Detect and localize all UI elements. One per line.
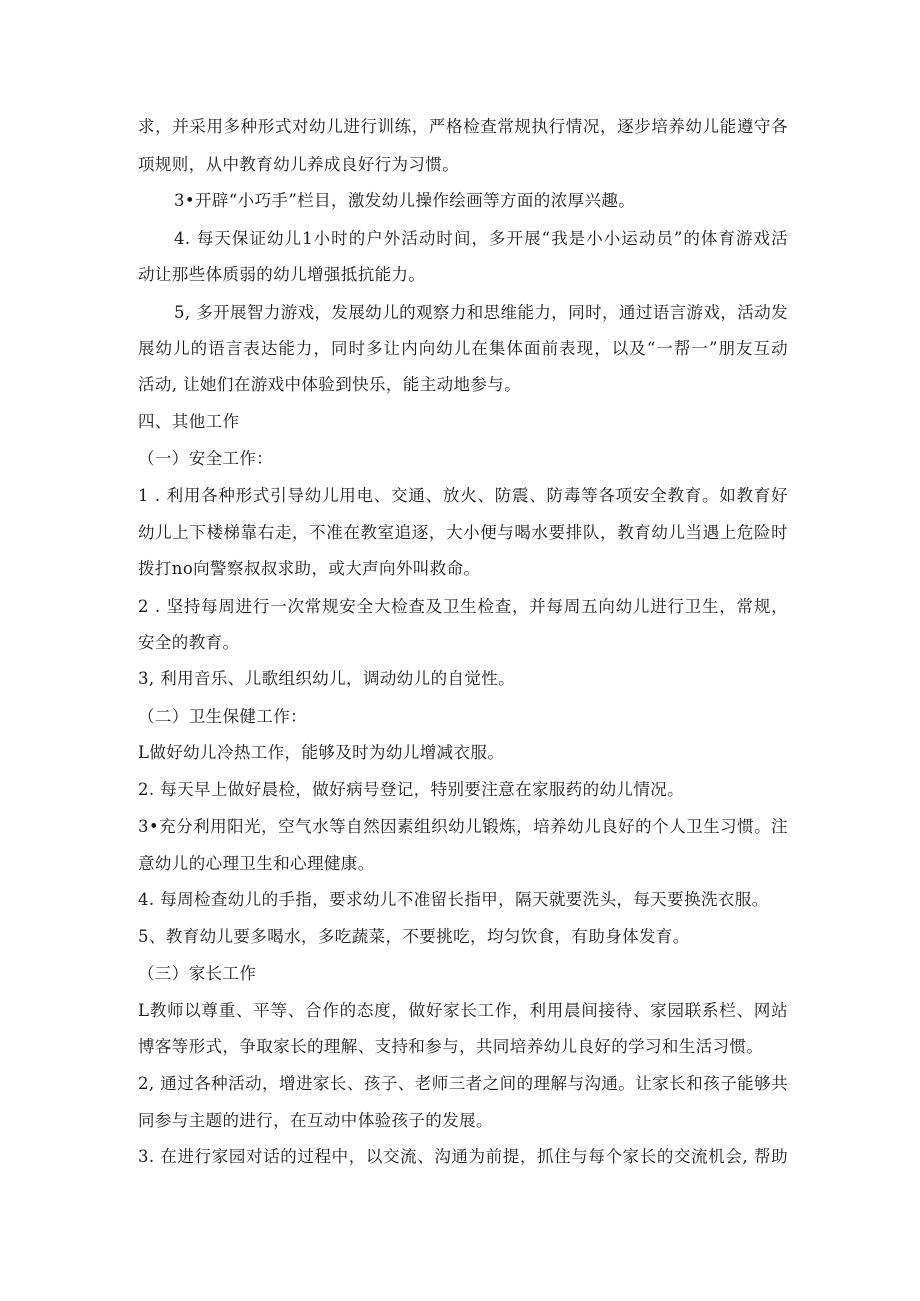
subsection-heading: （一）安全工作：	[138, 449, 274, 468]
section-heading: 四、其他工作	[138, 412, 240, 431]
text-line: L教师以尊重、平等、合作的态度，做好家长工作，利用晨间接待、家园联系栏、网站	[138, 1001, 788, 1020]
text-line: 意幼儿的心理卫生和心理健康。	[138, 854, 375, 873]
text-line: 2, 通过各种活动，增进家长、孩子、老师三者之间的理解与沟通。让家长和孩子能够共	[138, 1074, 788, 1093]
text-line: 安全的教育。	[138, 633, 240, 652]
text-line: 3•开辟“小巧手”栏目，激发幼儿操作绘画等方面的浓厚兴趣。	[174, 191, 636, 210]
text-line: 求，并采用多种形式对幼儿进行训练，严格检查常规执行情况，逐步培养幼儿能遵守各	[138, 117, 788, 136]
text-line: 1 . 利用各种形式引导幼儿用电、交通、放火、防震、防毒等各项安全教育。如教育好	[138, 486, 788, 505]
text-line: 3, 利用音乐、儿歌组织幼儿，调动幼儿的自觉性。	[138, 669, 516, 688]
text-line: 5、教育幼儿要多喝水，多吃蔬菜，不要挑吃，均匀饮食，有助身体发育。	[138, 927, 690, 946]
text-line: L做好幼儿冷热工作，能够及时为幼儿增减衣服。	[138, 743, 505, 762]
text-line: 2 . 坚持每周进行一次常规安全大检查及卫生检查，并每周五向幼儿进行卫生，常规，	[138, 597, 788, 616]
subsection-heading: （二）卫生保健工作：	[138, 707, 307, 726]
text-line: 项规则，从中教育幼儿养成良好行为习惯。	[138, 155, 460, 174]
text-line: 3•充分利用阳光，空气水等自然因素组织幼儿锻炼，培养幼儿良好的个人卫生习惯。注	[138, 817, 788, 836]
text-line: 5, 多开展智力游戏，发展幼儿的观察力和思维能力，同时，通过语言游戏，活动发	[174, 303, 788, 322]
text-line: 2. 每天早上做好晨检，做好病号登记，特别要注意在家服药的幼儿情况。	[138, 780, 685, 799]
subsection-heading: （三）家长工作	[138, 964, 257, 983]
text-line: 拨打no向警察叔叔求助，或大声向外叫救命。	[138, 559, 481, 578]
text-line: 幼儿上下楼梯靠右走，不准在教室追逐，大小便与喝水要排队，教育幼儿当遇上危险时	[138, 523, 788, 542]
text-line: 同参与主题的进行，在互动中体验孩子的发展。	[138, 1111, 493, 1130]
text-line: 4. 每周检查幼儿的手指，要求幼儿不准留长指甲，隔天就要洗头，每天要换洗衣服。	[138, 890, 769, 909]
text-line: 展幼儿的语言表达能力，同时多让内向幼儿在集体面前表现，以及“一帮一”朋友互动	[138, 339, 788, 358]
text-line: 动让那些体质弱的幼儿增强抵抗能力。	[138, 265, 426, 284]
text-line: 博客等形式，争取家长的理解、支持和参与，共同培养幼儿良好的学习和生活习惯。	[138, 1037, 764, 1056]
text-line: 4. 每天保证幼儿1小时的户外活动时间，多开展“我是小小运动员”的体育游戏活	[174, 229, 788, 248]
text-line: 3. 在进行家园对话的过程中，以交流、沟通为前提，抓住与每个家长的交流机会, 帮助	[138, 1147, 788, 1166]
text-line: 活动, 让她们在游戏中体验到快乐，能主动地参与。	[138, 375, 522, 394]
